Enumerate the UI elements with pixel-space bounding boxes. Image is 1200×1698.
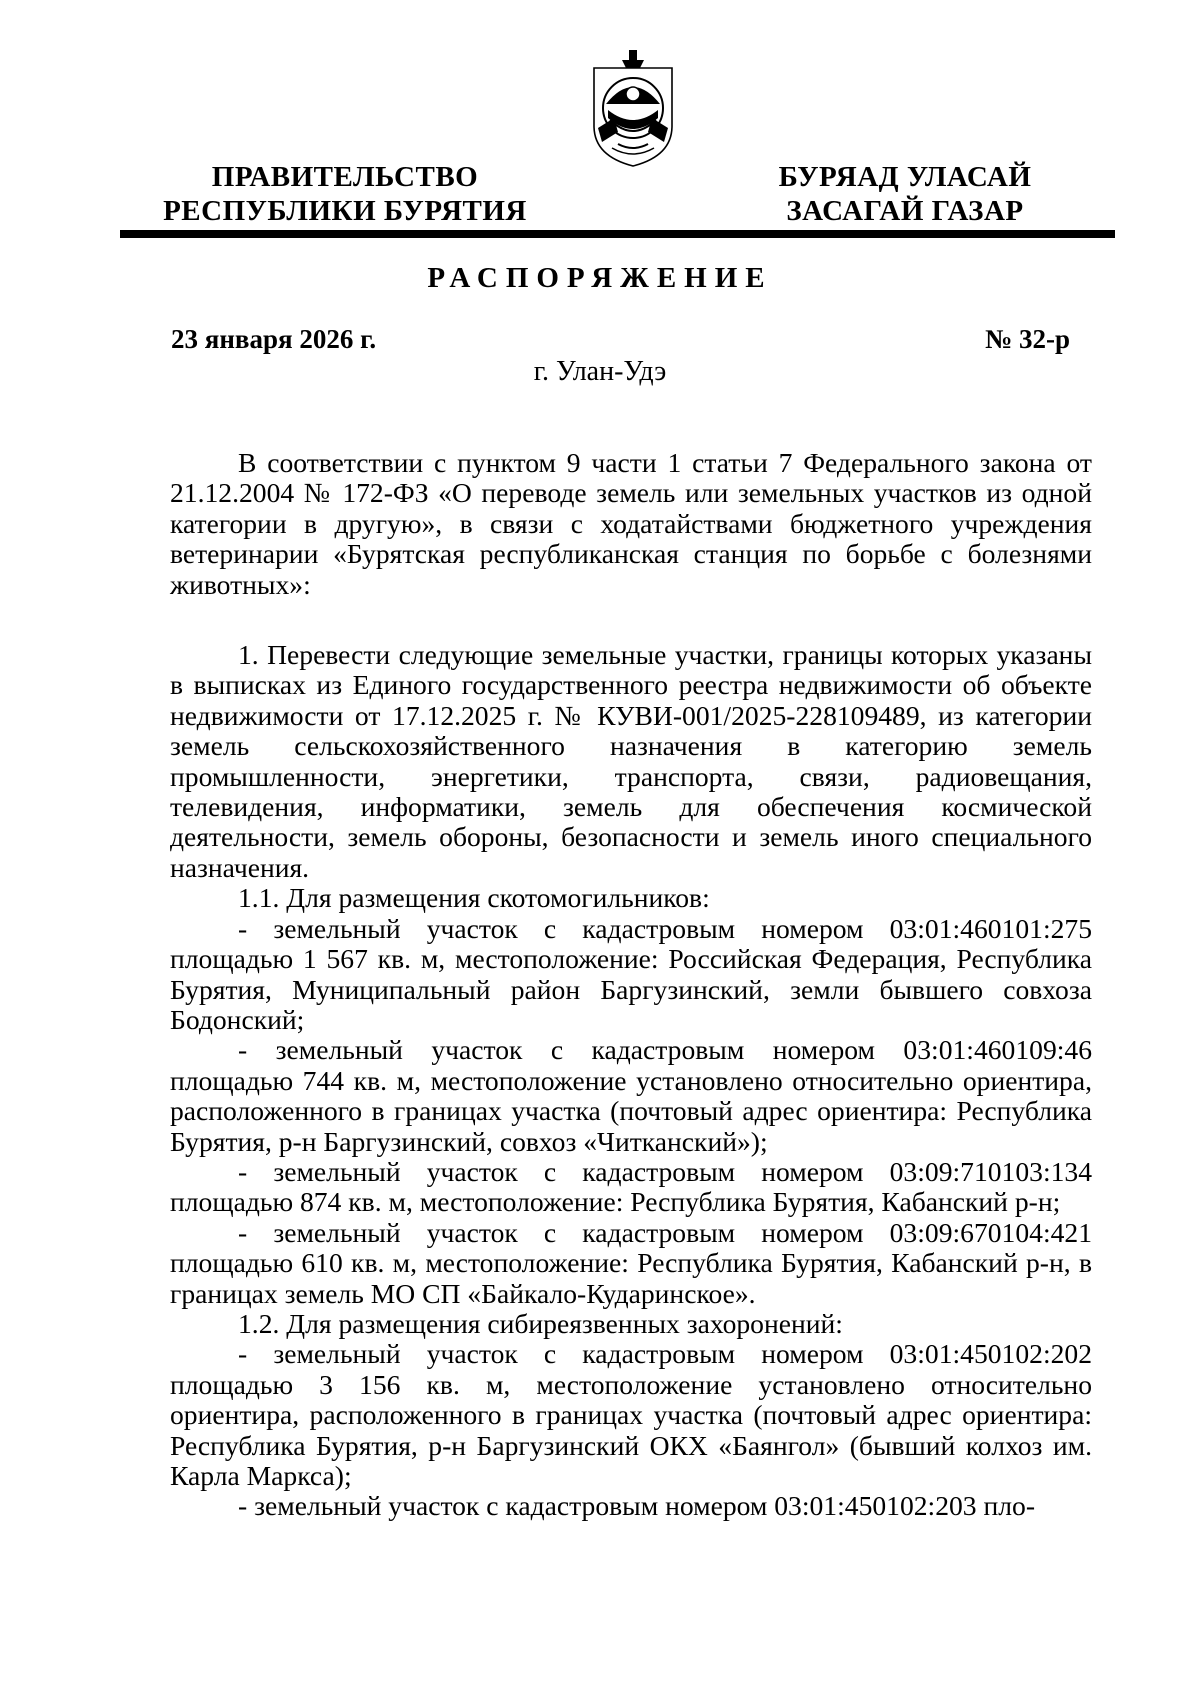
item-1-paragraph: 1. Перевести следующие земельные участки, границы которых указаны в выписках из Единого государственного реестра недвижимости об объекте недвижимости от 17.12.2025 г. № КУВИ-001/2025-228109489, из категории земель сельскохозяйственного назначения в категорию земель промышленности, энергетики, транспорта, связи, радиовещания, телевидения, информатики, земель для обеспечения космической деятельности, земель обороны, безопасности и земель иного специального назначения. [170, 639, 1092, 883]
plot-paragraph-1: - земельный участок с кадастровым номером 03:01:460101:275 площадью 1 567 кв. м, местоположение: Российская Федерация, Республика Бурятия, Муниципальный район Баргузинский, земли бывшего совхоза Бодонский; [170, 912, 1092, 1035]
preamble-paragraph: В соответствии с пунктом 9 части 1 статьи 7 Федерального закона от 21.12.2004 № 172-ФЗ «О переводе земель или земельных участков из одной категории в другую», в связи с ходатайствами бюджетного учреждения ветеринарии «Бурятская республиканская станция по борьбе с болезнями животных»: [170, 447, 1092, 600]
header-divider [120, 230, 1115, 238]
coat-of-arms-emblem [588, 48, 678, 170]
header-left-line1: ПРАВИТЕЛЬСТВО [211, 161, 479, 193]
plot-paragraph-4: - земельный участок с кадастровым номером 03:09:670104:421 площадью 610 кв. м, местоположение: Республика Бурятия, Кабанский р-н, в границах земель МО СП «Байкало-Кударинское». [170, 1216, 1092, 1309]
document-city: г. Улан-Удэ [533, 356, 667, 387]
header-right [760, 160, 1050, 228]
header-left-line2: РЕСПУБЛИКИ БУРЯТИЯ [163, 195, 527, 227]
plot-paragraph-5: - земельный участок с кадастровым номером 03:01:450102:202 площадью 3 156 кв. м, местоположение установлено относительно ориентира, расположенного в границах участка (почтовый адрес ориентира: Республика Бурятия, р-н Баргузинский ОКХ «Баянгол» (бывший колхоз им. Карла Маркса); [170, 1338, 1092, 1491]
item-1-1-heading: 1.1. Для размещения скотомогильников: [238, 882, 710, 914]
document-type-title: РАСПОРЯЖЕНИЕ [427, 262, 773, 294]
plot-paragraph-3: - земельный участок с кадастровым номером 03:09:710103:134 площадью 874 кв. м, местоположение: Республика Бурятия, Кабанский р-н; [170, 1155, 1092, 1218]
header-right-line2: ЗАСАГАЙ ГАЗАР [786, 195, 1024, 227]
document-date: 23 января 2026 г. [171, 324, 377, 354]
item-1-2-heading: 1.2. Для размещения сибиреязвенных захоронений: [238, 1307, 843, 1339]
document-number: № 32-р [985, 324, 1070, 354]
plot-paragraph-6: - земельный участок с кадастровым номером 03:01:450102:203 пло- [238, 1490, 1036, 1522]
header-right-line1: БУРЯАД УЛАСАЙ [778, 161, 1032, 193]
document-body [170, 448, 1092, 1522]
paragraph-gap [170, 600, 1092, 640]
plot-paragraph-2: - земельный участок с кадастровым номером 03:01:460109:46 площадью 744 кв. м, местоположение установлено относительно ориентира, расположенного в границах участка (почтовый адрес ориентира: Республика Бурятия, р-н Баргузинский, совхоз «Читканский»); [170, 1034, 1092, 1157]
header-left [160, 160, 530, 228]
